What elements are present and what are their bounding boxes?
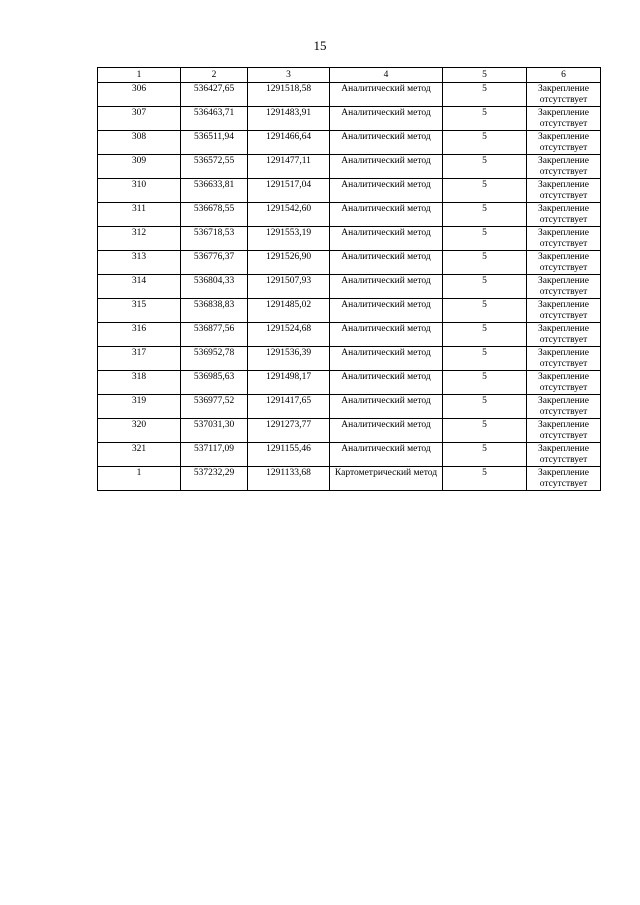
fixing-cell: Закрепление отсутствует: [527, 395, 601, 419]
coordinate-y-cell: 1291155,46: [248, 443, 330, 467]
header-cell: 5: [443, 68, 527, 83]
page-number: 15: [313, 38, 327, 53]
coordinate-y-cell: 1291485,02: [248, 299, 330, 323]
table-row: [98, 443, 601, 467]
method-cell: Аналитический метод: [330, 395, 443, 419]
coordinate-x-cell: 536678,55: [181, 203, 248, 227]
coordinate-y-cell: 1291517,04: [248, 179, 330, 203]
coordinate-x-cell: 536985,63: [181, 371, 248, 395]
coordinate-x-cell: 537117,09: [181, 443, 248, 467]
accuracy-cell: 5: [443, 179, 527, 203]
point-number-cell: 321: [98, 443, 181, 467]
method-cell: Аналитический метод: [330, 179, 443, 203]
table-row: [98, 419, 601, 443]
coordinate-x-cell: 536633,81: [181, 179, 248, 203]
fixing-cell: Закрепление отсутствует: [527, 443, 601, 467]
coordinate-x-cell: 536427,65: [181, 83, 248, 107]
accuracy-cell: 5: [443, 275, 527, 299]
fixing-cell: Закрепление отсутствует: [527, 467, 601, 491]
point-number-cell: 1: [98, 467, 181, 491]
coordinate-x-cell: 537232,29: [181, 467, 248, 491]
fixing-cell: Закрепление отсутствует: [527, 131, 601, 155]
accuracy-cell: 5: [443, 227, 527, 251]
point-number-cell: 311: [98, 203, 181, 227]
table-row: [98, 83, 601, 107]
accuracy-cell: 5: [443, 419, 527, 443]
table-row: [98, 275, 601, 299]
coordinate-y-cell: 1291466,64: [248, 131, 330, 155]
fixing-cell: Закрепление отсутствует: [527, 107, 601, 131]
coordinate-y-cell: 1291133,68: [248, 467, 330, 491]
fixing-cell: Закрепление отсутствует: [527, 227, 601, 251]
point-number-cell: 316: [98, 323, 181, 347]
method-cell: Аналитический метод: [330, 443, 443, 467]
method-cell: Аналитический метод: [330, 299, 443, 323]
fixing-cell: Закрепление отсутствует: [527, 251, 601, 275]
coordinate-x-cell: 537031,30: [181, 419, 248, 443]
point-number-cell: 313: [98, 251, 181, 275]
fixing-cell: Закрепление отсутствует: [527, 179, 601, 203]
table-row: [98, 371, 601, 395]
table-row: [98, 467, 601, 491]
point-number-cell: 307: [98, 107, 181, 131]
coordinate-y-cell: 1291542,60: [248, 203, 330, 227]
accuracy-cell: 5: [443, 203, 527, 227]
table-row: [98, 251, 601, 275]
coordinate-x-cell: 536804,33: [181, 275, 248, 299]
method-cell: Аналитический метод: [330, 83, 443, 107]
table-row: [98, 107, 601, 131]
method-cell: Аналитический метод: [330, 323, 443, 347]
accuracy-cell: 5: [443, 299, 527, 323]
table-row: [98, 227, 601, 251]
fixing-cell: Закрепление отсутствует: [527, 83, 601, 107]
coordinate-y-cell: 1291507,93: [248, 275, 330, 299]
method-cell: Аналитический метод: [330, 155, 443, 179]
accuracy-cell: 5: [443, 395, 527, 419]
method-cell: Аналитический метод: [330, 131, 443, 155]
accuracy-cell: 5: [443, 371, 527, 395]
fixing-cell: Закрепление отсутствует: [527, 419, 601, 443]
method-cell: Аналитический метод: [330, 419, 443, 443]
fixing-cell: Закрепление отсутствует: [527, 275, 601, 299]
coordinate-y-cell: 1291553,19: [248, 227, 330, 251]
fixing-cell: Закрепление отсутствует: [527, 203, 601, 227]
coordinate-y-cell: 1291417,65: [248, 395, 330, 419]
coordinate-x-cell: 536511,94: [181, 131, 248, 155]
coordinate-x-cell: 536977,52: [181, 395, 248, 419]
point-number-cell: 319: [98, 395, 181, 419]
table-row: [98, 155, 601, 179]
table-row: [98, 203, 601, 227]
header-cell: 2: [181, 68, 248, 83]
table-row: [98, 299, 601, 323]
point-number-cell: 308: [98, 131, 181, 155]
coordinate-x-cell: 536776,37: [181, 251, 248, 275]
coordinate-x-cell: 536877,56: [181, 323, 248, 347]
coordinate-y-cell: 1291483,91: [248, 107, 330, 131]
fixing-cell: Закрепление отсутствует: [527, 155, 601, 179]
coordinates-table: [97, 67, 601, 491]
coordinate-y-cell: 1291524,68: [248, 323, 330, 347]
coordinate-x-cell: 536838,83: [181, 299, 248, 323]
accuracy-cell: 5: [443, 83, 527, 107]
coordinate-y-cell: 1291477,11: [248, 155, 330, 179]
accuracy-cell: 5: [443, 107, 527, 131]
accuracy-cell: 5: [443, 251, 527, 275]
point-number-cell: 310: [98, 179, 181, 203]
point-number-cell: 320: [98, 419, 181, 443]
point-number-cell: 314: [98, 275, 181, 299]
header-cell: 3: [248, 68, 330, 83]
header-cell: 1: [98, 68, 181, 83]
table-row: [98, 179, 601, 203]
accuracy-cell: 5: [443, 155, 527, 179]
coordinate-x-cell: 536572,55: [181, 155, 248, 179]
table-row: [98, 131, 601, 155]
header-cell: 6: [527, 68, 601, 83]
coordinate-x-cell: 536718,53: [181, 227, 248, 251]
coordinate-y-cell: 1291526,90: [248, 251, 330, 275]
coordinate-y-cell: 1291273,77: [248, 419, 330, 443]
method-cell: Аналитический метод: [330, 251, 443, 275]
method-cell: Аналитический метод: [330, 275, 443, 299]
method-cell: Картометрический метод: [330, 467, 443, 491]
coordinate-y-cell: 1291518,58: [248, 83, 330, 107]
method-cell: Аналитический метод: [330, 347, 443, 371]
point-number-cell: 317: [98, 347, 181, 371]
accuracy-cell: 5: [443, 467, 527, 491]
point-number-cell: 318: [98, 371, 181, 395]
header-cell: 4: [330, 68, 443, 83]
fixing-cell: Закрепление отсутствует: [527, 299, 601, 323]
coordinate-x-cell: 536952,78: [181, 347, 248, 371]
coordinate-y-cell: 1291498,17: [248, 371, 330, 395]
point-number-cell: 306: [98, 83, 181, 107]
method-cell: Аналитический метод: [330, 107, 443, 131]
method-cell: Аналитический метод: [330, 371, 443, 395]
table-row: [98, 395, 601, 419]
fixing-cell: Закрепление отсутствует: [527, 347, 601, 371]
fixing-cell: Закрепление отсутствует: [527, 371, 601, 395]
point-number-cell: 309: [98, 155, 181, 179]
table-header-row: [98, 68, 601, 83]
method-cell: Аналитический метод: [330, 227, 443, 251]
table-row: [98, 347, 601, 371]
accuracy-cell: 5: [443, 323, 527, 347]
point-number-cell: 312: [98, 227, 181, 251]
coordinate-x-cell: 536463,71: [181, 107, 248, 131]
accuracy-cell: 5: [443, 131, 527, 155]
accuracy-cell: 5: [443, 443, 527, 467]
coordinate-y-cell: 1291536,39: [248, 347, 330, 371]
table-row: [98, 323, 601, 347]
table-body: [98, 68, 601, 491]
point-number-cell: 315: [98, 299, 181, 323]
fixing-cell: Закрепление отсутствует: [527, 323, 601, 347]
method-cell: Аналитический метод: [330, 203, 443, 227]
accuracy-cell: 5: [443, 347, 527, 371]
